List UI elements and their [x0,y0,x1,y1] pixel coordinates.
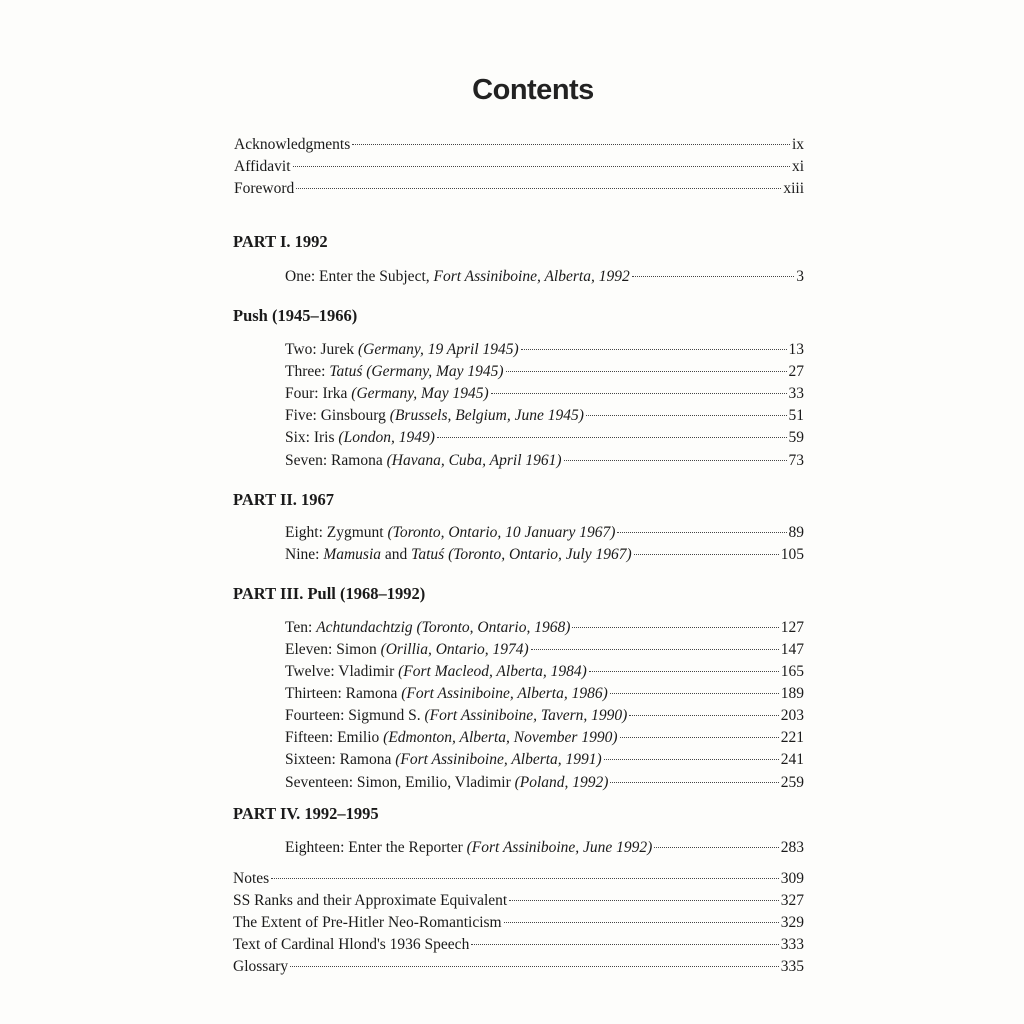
dot-leader [620,737,779,738]
toc-entry[interactable] [285,362,804,382]
toc-entry[interactable] [285,706,804,726]
entry-label: Nine: Mamusia and Tatuś (Toronto, Ontario, July 1967) [285,546,632,563]
entry-label: Twelve: Vladimir (Fort Macleod, Alberta, 1984) [285,663,587,680]
entry-label: Affidavit [234,158,291,175]
entry-label: Four: Irka (Germany, May 1945) [285,385,489,402]
toc-entry[interactable] [285,545,804,565]
page-number: 283 [780,839,804,856]
toc-entry[interactable] [285,750,804,770]
page-number: 13 [788,341,804,358]
toc-entry[interactable] [233,891,804,911]
part-heading: Push (1945–1966) [233,306,358,325]
page-number: 89 [788,524,804,541]
dot-leader [471,944,778,945]
page-number: 165 [780,663,804,680]
page-number: 241 [780,751,804,768]
entry-label: Fifteen: Emilio (Edmonton, Alberta, November 1990) [285,729,618,746]
entry-label: One: Enter the Subject, Fort Assiniboine, Alberta, 1992 [285,268,630,285]
dot-leader [610,782,778,783]
dot-leader [586,415,787,416]
page-number: 127 [780,619,804,636]
page-number: 33 [788,385,804,402]
page-number: 189 [780,685,804,702]
page-title: Contents [472,74,594,106]
dot-leader [617,532,786,533]
dot-leader [521,349,787,350]
part-heading: PART II. 1967 [233,490,335,509]
entry-label: Five: Ginsbourg (Brussels, Belgium, June 1945) [285,407,584,424]
toc-entry[interactable] [285,838,804,858]
page-number: xiii [783,180,804,197]
toc-entry[interactable] [233,913,804,933]
toc-entry[interactable] [285,662,804,682]
entry-label: Seven: Ramona (Havana, Cuba, April 1961) [285,452,562,469]
entry-label: Three: Tatuś (Germany, May 1945) [285,363,504,380]
dot-leader [271,878,779,879]
page-number: 105 [780,546,804,563]
page-number: xi [791,158,804,175]
page-number: 259 [780,774,804,791]
toc-entry[interactable] [233,935,804,955]
toc-entry[interactable] [285,384,804,404]
toc-entry[interactable] [285,406,804,426]
toc-entry[interactable] [234,179,804,199]
toc-entry[interactable] [285,428,804,448]
page-number: 327 [780,892,804,909]
dot-leader [504,922,779,923]
entry-label: Text of Cardinal Hlond's 1936 Speech [233,936,470,953]
part-heading: PART IV. 1992–1995 [233,804,379,823]
entry-label: The Extent of Pre-Hitler Neo-Romanticism [233,914,502,931]
dot-leader [604,759,779,760]
page-number: 329 [780,914,804,931]
dot-leader [564,460,787,461]
entry-label: SS Ranks and their Approximate Equivalent [233,892,508,909]
dot-leader [290,966,779,967]
entry-label: Eighteen: Enter the Reporter (Fort Assiniboine, June 1992) [285,839,653,856]
entry-label: Foreword [234,180,295,197]
toc-entry[interactable] [285,684,804,704]
entry-label: Six: Iris (London, 1949) [285,429,435,446]
page-number: 59 [788,429,804,446]
dot-leader [610,693,779,694]
toc-entry[interactable] [285,640,804,660]
dot-leader [629,715,778,716]
dot-leader [506,371,787,372]
toc-entry[interactable] [234,135,804,155]
page-number: ix [791,136,804,153]
page-number: 27 [788,363,804,380]
page-number: 333 [780,936,804,953]
entry-label: Ten: Achtundachtzig (Toronto, Ontario, 1968) [285,619,571,636]
entry-label: Notes [233,870,270,887]
part-heading: PART I. 1992 [233,232,328,251]
page-number: 147 [780,641,804,658]
page-number: 221 [780,729,804,746]
toc-entry[interactable] [233,957,804,977]
page-number: 203 [780,707,804,724]
entry-label: Seventeen: Simon, Emilio, Vladimir (Poland, 1992) [285,774,609,791]
part-heading: PART III. Pull (1968–1992) [233,584,426,603]
toc-entry[interactable] [285,618,804,638]
page-number: 309 [780,870,804,887]
dot-leader [293,166,790,167]
toc-entry[interactable] [285,451,804,471]
entry-label: Glossary [233,958,289,975]
dot-leader [352,144,790,145]
dot-leader [531,649,779,650]
entry-label: Acknowledgments [234,136,351,153]
dot-leader [654,847,778,848]
toc-entry[interactable] [285,340,804,360]
dot-leader [296,188,781,189]
page-number: 335 [780,958,804,975]
toc-entry[interactable] [285,267,804,287]
dot-leader [491,393,787,394]
dot-leader [437,437,787,438]
entry-label: Fourteen: Sigmund S. (Fort Assiniboine, Tavern, 1990) [285,707,628,724]
dot-leader [632,276,795,277]
page-number: 3 [796,268,804,285]
dot-leader [509,900,779,901]
toc-entry[interactable] [285,523,804,543]
entry-label: Eleven: Simon (Orillia, Ontario, 1974) [285,641,529,658]
toc-entry[interactable] [285,728,804,748]
entry-label: Sixteen: Ramona (Fort Assiniboine, Alberta, 1991) [285,751,602,768]
toc-entry[interactable] [285,773,804,793]
page-number: 73 [788,452,804,469]
entry-label: Thirteen: Ramona (Fort Assiniboine, Alberta, 1986) [285,685,608,702]
page-number: 51 [788,407,804,424]
entry-label: Two: Jurek (Germany, 19 April 1945) [285,341,519,358]
entry-label: Eight: Zygmunt (Toronto, Ontario, 10 January 1967) [285,524,616,541]
dot-leader [634,554,779,555]
dot-leader [589,671,779,672]
dot-leader [572,627,778,628]
toc-entry[interactable] [234,157,804,177]
toc-entry[interactable] [233,869,804,889]
